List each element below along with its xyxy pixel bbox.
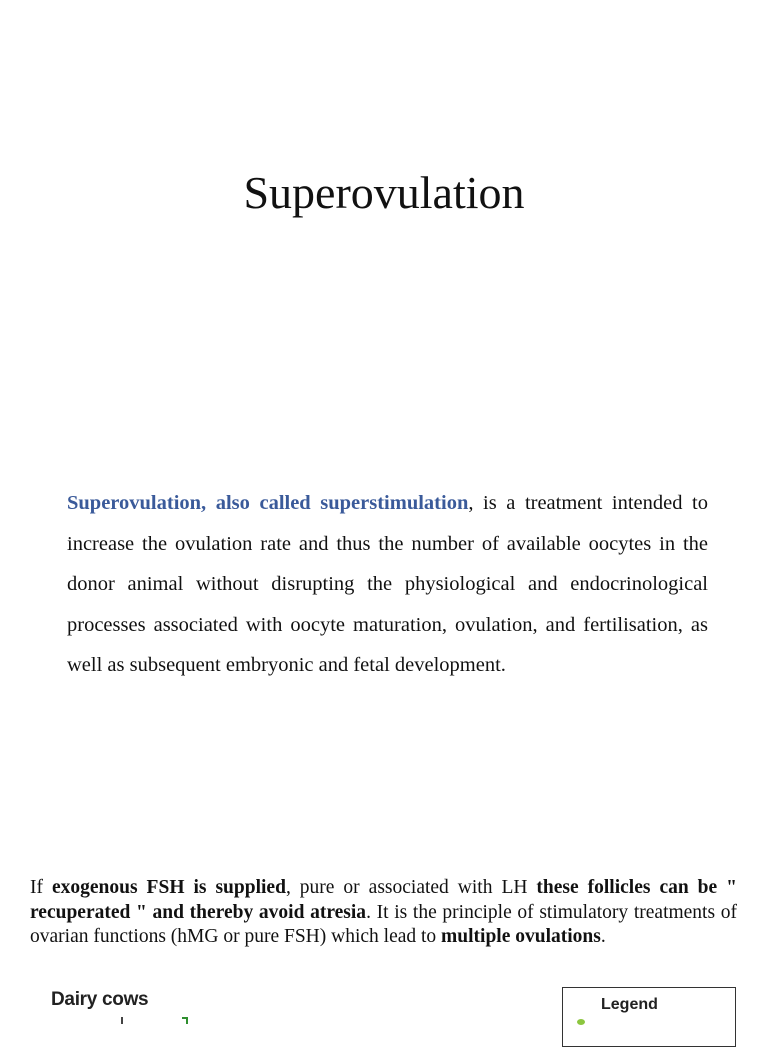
principle-text-2: , pure or associated with LH xyxy=(285,877,537,898)
figure-axis-line xyxy=(121,1017,123,1024)
principle-bold-1: exogenous FSH is supplied xyxy=(51,877,286,898)
principle-bold-2: these follicles can be " recuperated " and thereby avoid atresia xyxy=(30,877,737,923)
legend-swatch-icon xyxy=(577,1019,585,1025)
principle-paragraph xyxy=(30,876,737,950)
principle-text-1: If xyxy=(30,877,52,898)
figure-curve-mark xyxy=(182,1017,188,1024)
slide-title: Superovulation xyxy=(243,167,525,218)
principle-text-4: . xyxy=(600,926,606,947)
principle-bold-3: multiple ovulations xyxy=(441,926,601,947)
legend-title: Legend xyxy=(601,996,658,1013)
figure-caption: Dairy cows xyxy=(51,989,149,1010)
figure-legend xyxy=(562,987,736,1047)
definition-paragraph xyxy=(67,483,708,686)
principle-text-3: . It is the principle of stimulatory treatments of ovarian functions (hMG or pure FSH) which lead to xyxy=(30,901,737,947)
definition-text: , is a treatment intended to increase the ovulation rate and thus the number of available oocytes in the donor animal without disrupting the physiological and endocrinological processes associated with oocyte maturation, ovulation, and fertilisation, as well as subsequent embryonic and fetal development. xyxy=(67,492,708,676)
definition-term: Superovulation, also called superstimulation xyxy=(67,492,469,514)
